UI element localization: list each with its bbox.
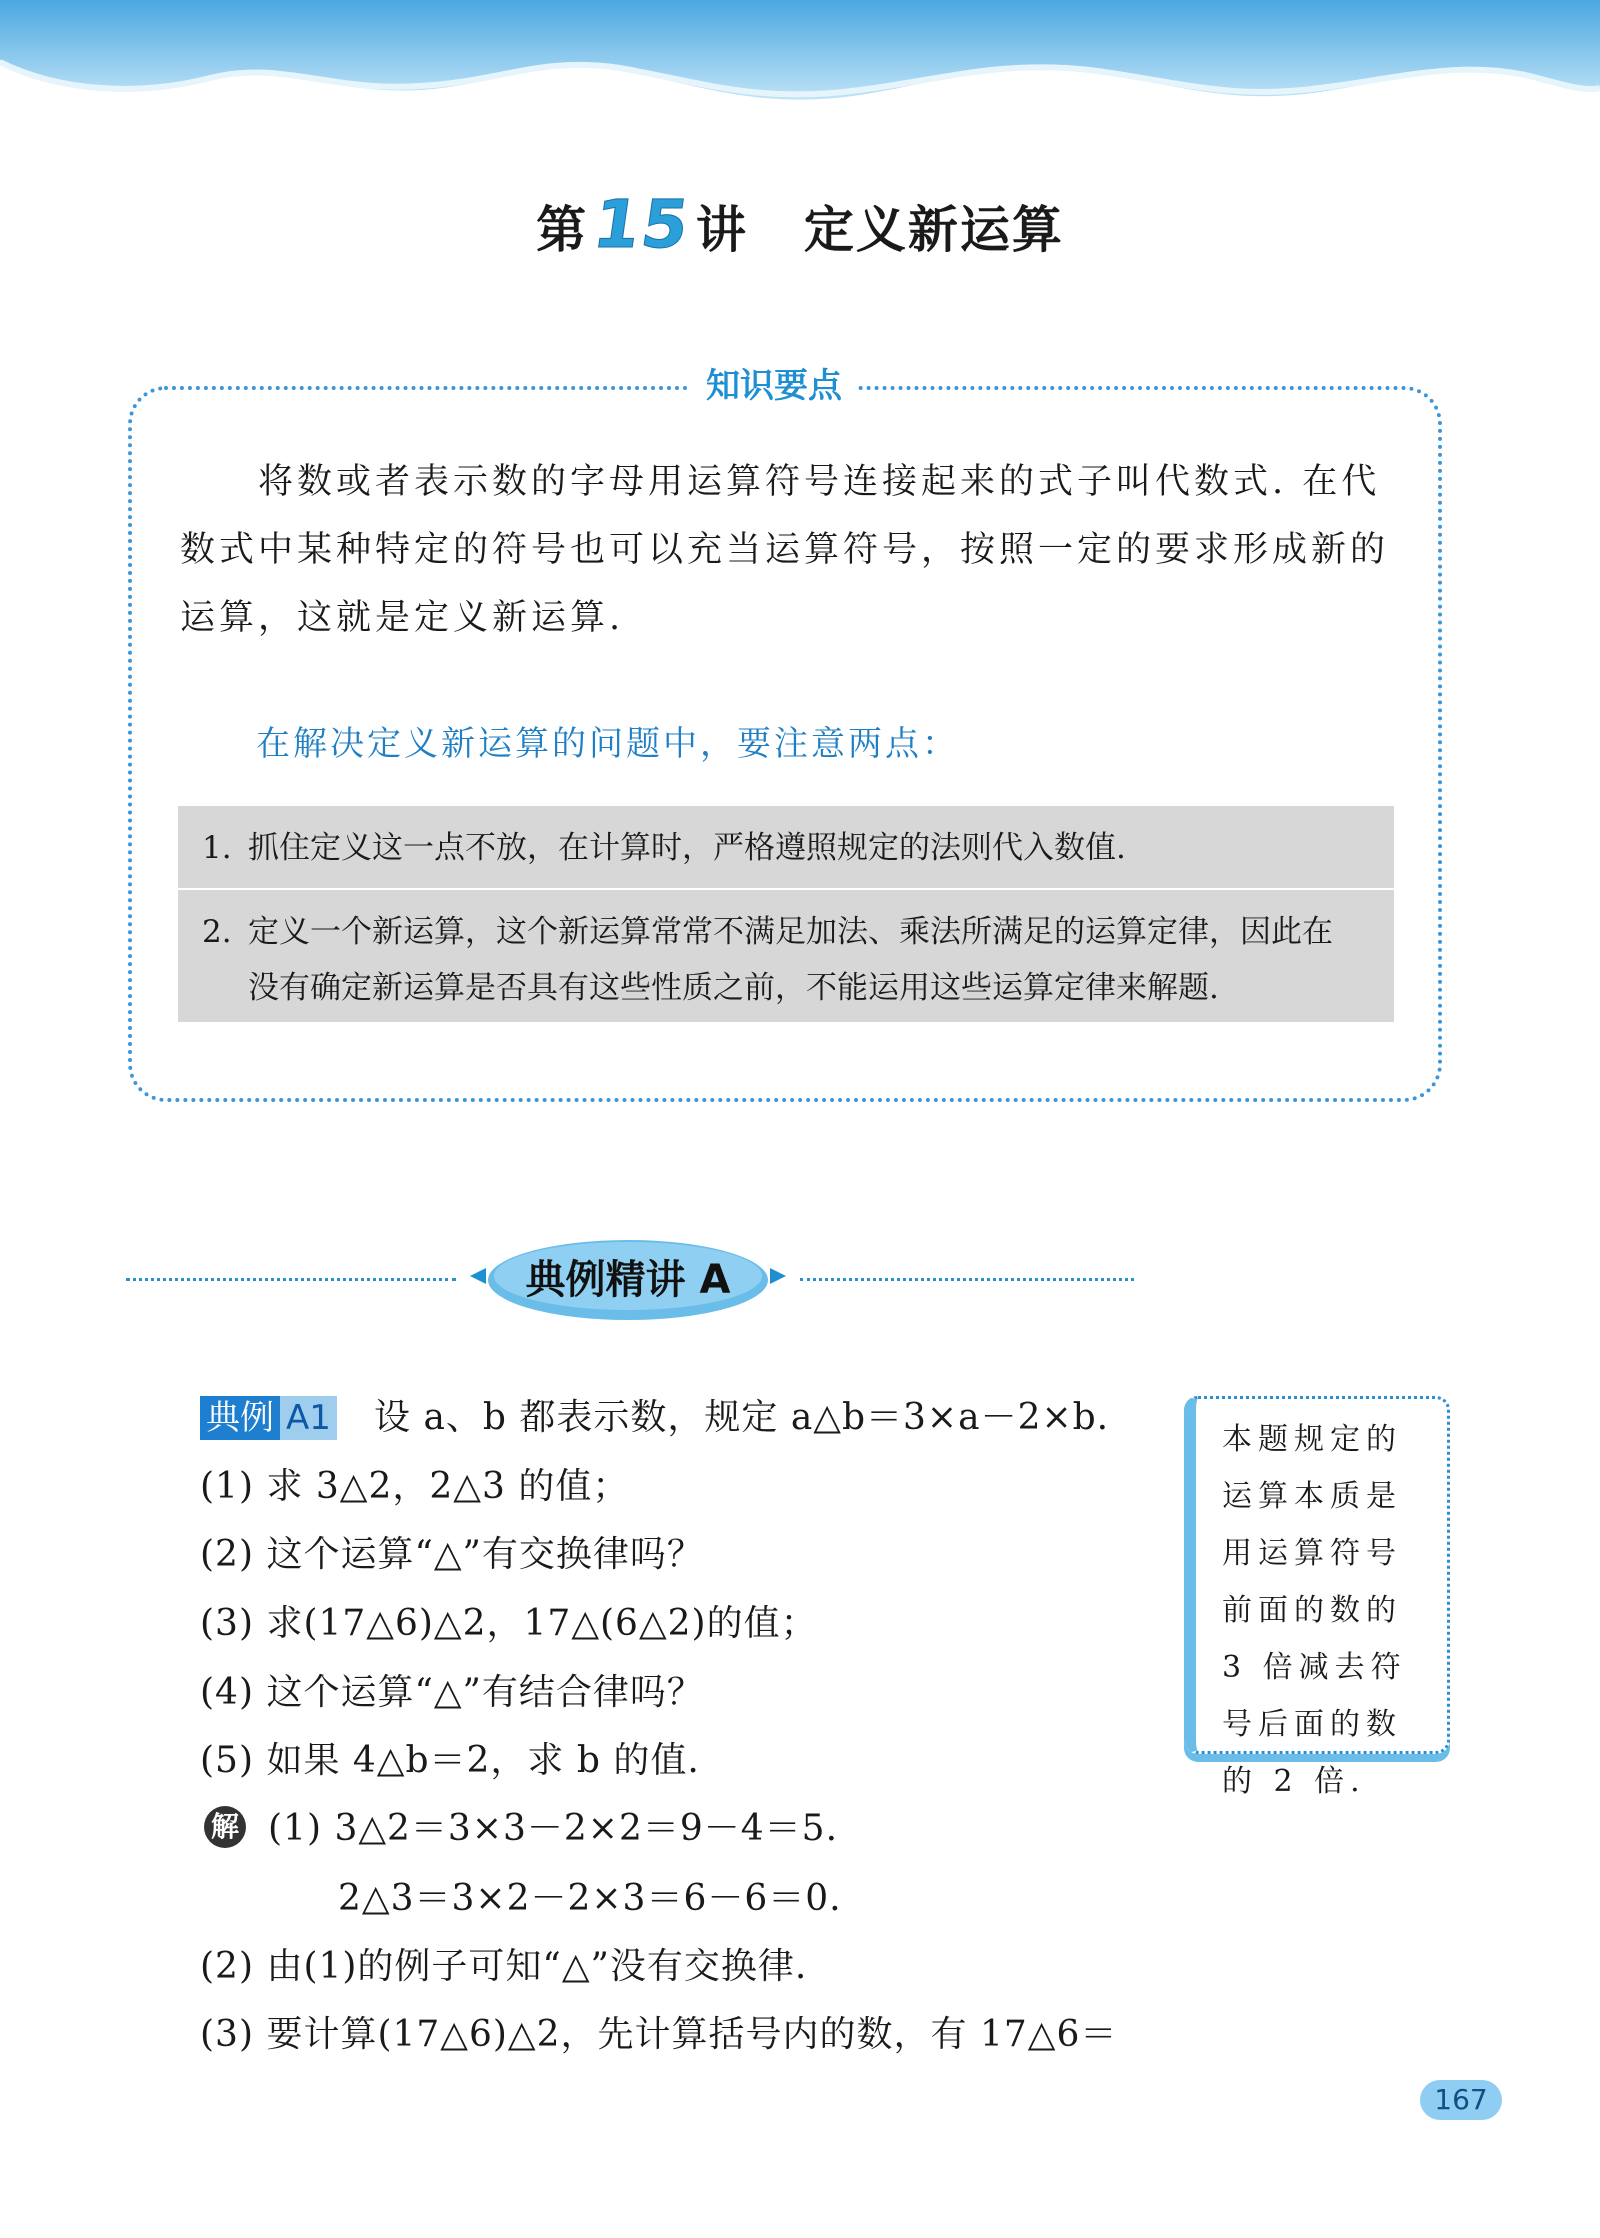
page-number: 167 bbox=[1420, 2080, 1502, 2120]
solution-line-4: (3) 要计算(17△6)△2，先计算括号内的数，有 17△6＝ bbox=[200, 2014, 1118, 2055]
solution-line-3: (2) 由(1)的例子可知“△”没有交换律. bbox=[200, 1946, 808, 1987]
side-note: 本题规定的运算本质是用运算符号前面的数的 3 倍减去符号后面的数的 2 倍. bbox=[1184, 1396, 1450, 1754]
solution-line-2: 2△3＝3×2－2×3＝6－6＝0. bbox=[338, 1878, 842, 1919]
question-1: (1) 求 3△2，2△3 的值； bbox=[200, 1466, 630, 1507]
lecture-topic: 定义新运算 bbox=[803, 201, 1064, 259]
knowledge-point-2: 2. 定义一个新运算，这个新运算常常不满足加法、乘法所满足的运算定律，因此在 没有确定新运算是否具有这些性质之前，不能运用这些运算定律来解题. bbox=[178, 890, 1394, 1022]
section-divider-right bbox=[800, 1278, 1134, 1281]
cloud-header-decoration bbox=[0, 0, 1600, 120]
section-divider-left bbox=[126, 1278, 456, 1281]
example-id: A1 bbox=[280, 1396, 337, 1440]
section-title: 典例精讲 A bbox=[525, 1257, 731, 1303]
knowledge-point-1: 1. 抓住定义这一点不放，在计算时，严格遵照规定的法则代入数值. bbox=[178, 806, 1394, 888]
question-3: (3) 求(17△6)△2，17△(6△2)的值； bbox=[200, 1603, 818, 1644]
example-tag: 典例 bbox=[200, 1396, 280, 1440]
page-title: 第15讲 定义新运算 bbox=[536, 186, 1064, 263]
example-label bbox=[200, 1393, 337, 1443]
solution-label: 解 bbox=[204, 1806, 246, 1848]
solution-line-1: (1) 3△2＝3×3－2×2＝9－4＝5. bbox=[268, 1808, 839, 1849]
question-2: (2) 这个运算“△”有交换律吗？ bbox=[200, 1534, 704, 1575]
lecture-number: 15 bbox=[588, 186, 696, 263]
question-5: (5) 如果 4△b＝2，求 b 的值. bbox=[200, 1740, 700, 1781]
example-statement: 设 a、b 都表示数，规定 a△b＝3×a－2×b. bbox=[374, 1397, 1110, 1438]
knowledge-paragraph: 将数或者表示数的字母用运算符号连接起来的式子叫代数式. 在代数式中某种特定的符号也可以充当运算符号，按照一定的要求形成新的运算，这就是定义新运算. bbox=[180, 462, 1390, 638]
knowledge-tip: 在解决定义新运算的问题中，要注意两点： bbox=[256, 724, 959, 764]
knowledge-heading: 知识要点 bbox=[690, 362, 858, 410]
question-4: (4) 这个运算“△”有结合律吗？ bbox=[200, 1672, 704, 1713]
